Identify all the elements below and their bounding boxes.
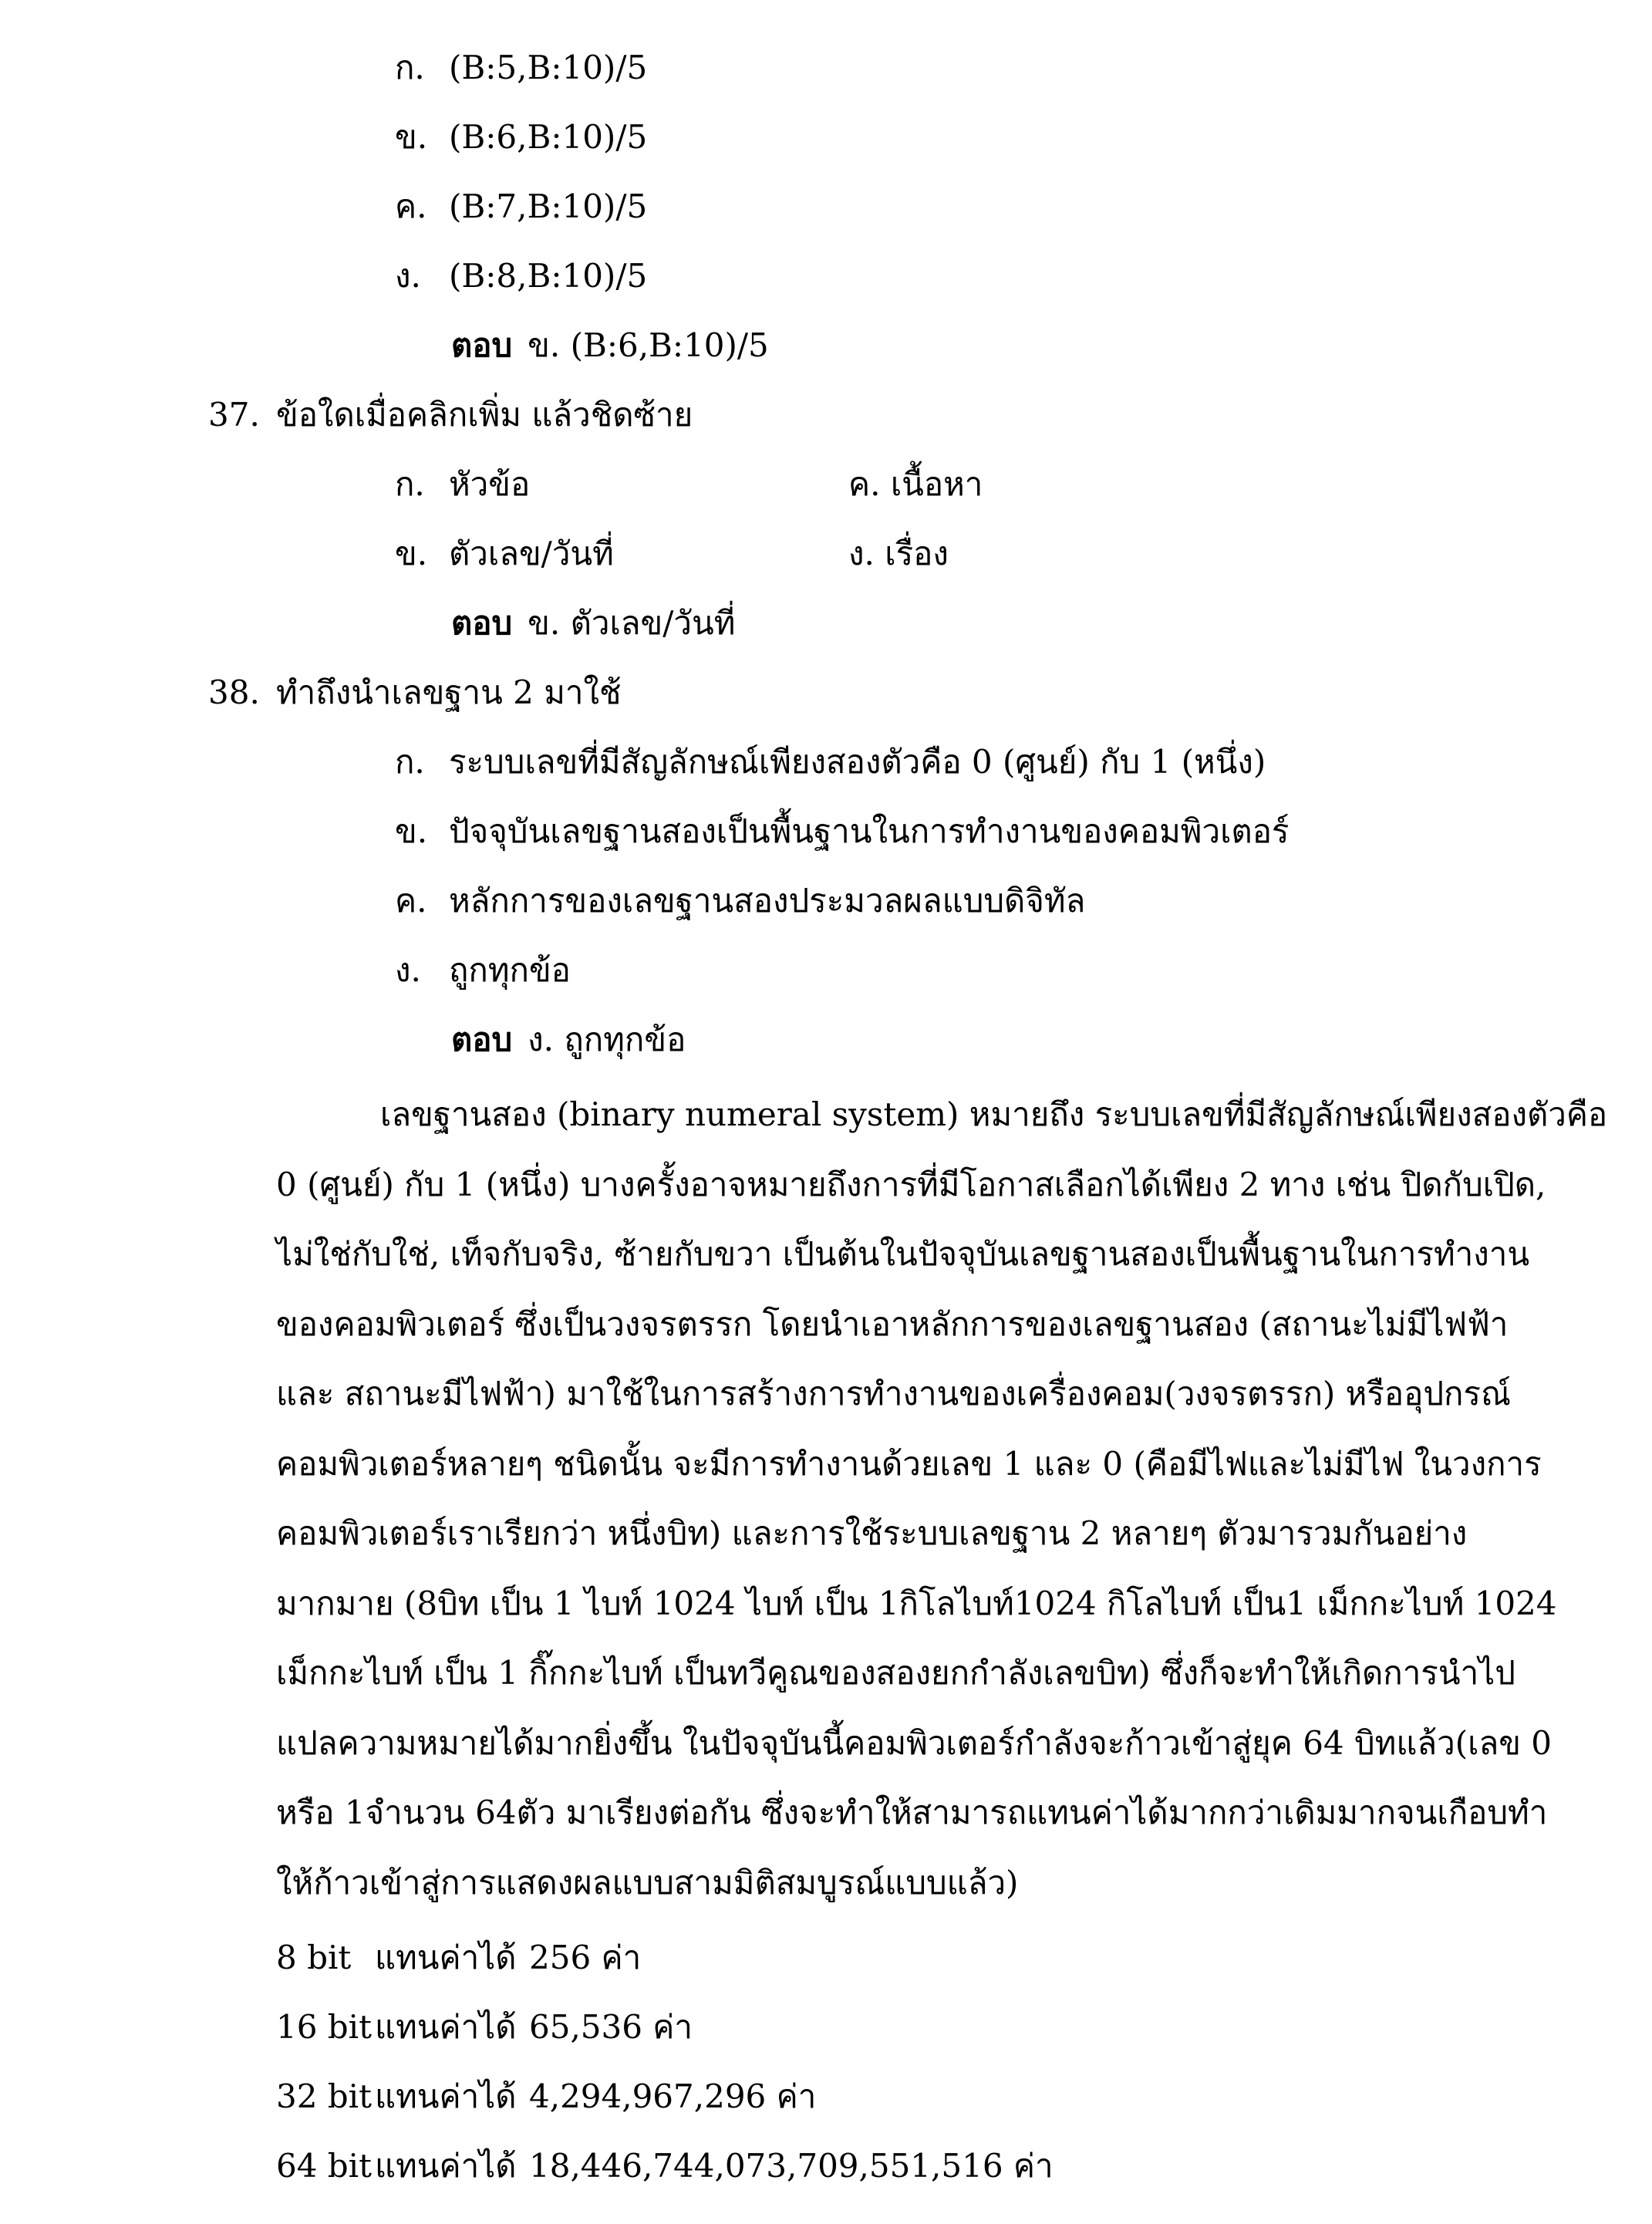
option-text: หัวข้อ bbox=[449, 465, 531, 503]
q38-question bbox=[208, 670, 621, 716]
option-mark: ค. bbox=[395, 882, 427, 920]
bit-row-64 bbox=[276, 2143, 1054, 2189]
option-mark: ข. bbox=[395, 812, 428, 850]
q37-question bbox=[208, 392, 693, 438]
bit-row-8 bbox=[276, 1935, 641, 1981]
bit-row-16 bbox=[276, 2004, 693, 2050]
paragraph-line: เลขฐานสอง (binary numeral system) หมายถึง ระบบเลขที่มีสัญลักษณ์เพียงสองตัวคือ bbox=[380, 1095, 1608, 1133]
bit-label: แทนค่าได้ bbox=[375, 2077, 517, 2115]
option-text: หลักการของเลขฐานสองประมวลผลแบบดิจิทัล bbox=[449, 882, 1086, 920]
paragraph-line: ให้ก้าวเข้าสู่การแสดงผลแบบสามมิติสมบูรณ์แบบแล้ว) bbox=[276, 1863, 1019, 1902]
bit-value: 256 ค่า bbox=[529, 1939, 642, 1976]
option-mark: ค. bbox=[395, 187, 427, 225]
answer-label: ตอบ bbox=[451, 604, 513, 642]
q36-option-d bbox=[395, 253, 647, 299]
q38-option-d bbox=[395, 947, 571, 994]
q38-option-b bbox=[395, 808, 1289, 855]
q38-option-c bbox=[395, 878, 1085, 924]
paragraph-line: และ สถานะมีไฟฟ้า) มาใช้ในการสร้างการทำงานของเครื่องคอม(วงจรตรรก) หรืออุปกรณ์ bbox=[276, 1375, 1511, 1412]
q37-option-a bbox=[395, 461, 530, 508]
bit-label: แทนค่าได้ bbox=[375, 2008, 517, 2046]
bit-value: 18,446,744,073,709,551,516 ค่า bbox=[529, 2147, 1054, 2185]
paragraph-line: เม็กกะไบท์ เป็น 1 กิ๊กกะไบท์ เป็นทวีคูณของสองยกกำลังเลขบิท) ซึ่งก็จะทำให้เกิดการนำไป bbox=[276, 1654, 1515, 1692]
option-mark: ก. bbox=[395, 743, 425, 781]
answer-text: ข. (B:6,B:10)/5 bbox=[528, 326, 769, 364]
paragraph-line: ไม่ใช่กับใช่, เท็จกับจริง, ซ้ายกับขวา เป็นต้นในปัจจุบันเลขฐานสองเป็นพื้นฐานในการทำงาน bbox=[276, 1235, 1530, 1273]
option-text: (B:5,B:10)/5 bbox=[449, 49, 648, 86]
option-mark: ค. bbox=[848, 465, 881, 503]
option-text: เนื้อหา bbox=[890, 465, 983, 503]
bit-label: แทนค่าได้ bbox=[375, 1939, 517, 1976]
bit-size: 8 bit bbox=[276, 1939, 352, 1976]
question-text: ข้อใดเมื่อคลิกเพิ่ม แล้วชิดซ้าย bbox=[276, 396, 693, 434]
option-mark: ก. bbox=[395, 49, 425, 86]
paragraph-line: 0 (ศูนย์) กับ 1 (หนึ่ง) บางครั้งอาจหมายถึงการที่มีโอกาสเลือกได้เพียง 2 ทาง เช่น ปิดกับเปิด, bbox=[276, 1165, 1546, 1203]
q36-answer bbox=[451, 322, 769, 369]
q36-option-c bbox=[395, 184, 647, 230]
q37-option-d bbox=[848, 531, 949, 577]
paragraph-line: คอมพิวเตอร์เราเรียกว่า หนึ่งบิท) และการใช้ระบบเลขฐาน 2 หลายๆ ตัวมารวมกันอย่าง bbox=[276, 1514, 1468, 1552]
option-mark: ข. bbox=[395, 535, 428, 572]
bit-size: 64 bit bbox=[276, 2147, 372, 2185]
question-text: ทำถึงนำเลขฐาน 2 มาใช้ bbox=[276, 673, 622, 711]
option-text: (B:7,B:10)/5 bbox=[449, 187, 648, 225]
bit-size: 32 bit bbox=[276, 2077, 372, 2115]
paragraph-line: แปลความหมายได้มากยิ่งขึ้น ในปัจจุบันนี้คอมพิวเตอร์กำลังจะก้าวเข้าสู่ยุค 64 บิทแล้ว(เลข 0 bbox=[276, 1723, 1552, 1762]
question-number: 37. bbox=[208, 396, 260, 434]
option-text: ปัจจุบันเลขฐานสองเป็นพื้นฐานในการทำงานของคอมพิวเตอร์ bbox=[449, 812, 1290, 850]
q36-option-a bbox=[395, 45, 647, 91]
option-mark: ข. bbox=[395, 118, 428, 156]
option-mark: ง. bbox=[395, 951, 421, 989]
bit-row-32 bbox=[276, 2074, 816, 2120]
answer-text: ง. ถูกทุกข้อ bbox=[528, 1021, 686, 1058]
option-text: เรื่อง bbox=[885, 535, 949, 572]
q38-option-a bbox=[395, 739, 1266, 785]
option-text: (B:8,B:10)/5 bbox=[449, 257, 648, 295]
q36-option-b bbox=[395, 114, 647, 160]
option-text: ตัวเลข/วันที่ bbox=[449, 535, 614, 572]
q37-answer bbox=[451, 600, 735, 646]
answer-label: ตอบ bbox=[451, 326, 513, 364]
explanation-paragraph bbox=[276, 1080, 1608, 1918]
paragraph-line: หรือ 1จำนวน 64ตัว มาเรียงต่อกัน ซึ่งจะทำให้สามารถแทนค่าได้มากกว่าเดิมมากจนเกือบทำ bbox=[276, 1794, 1548, 1831]
paragraph-line: มากมาย (8บิท เป็น 1 ไบท์ 1024 ไบท์ เป็น 1กิโลไบท์1024 กิโลไบท์ เป็น1 เม็กกะไบท์ 1024 bbox=[276, 1584, 1557, 1622]
q38-answer bbox=[451, 1017, 686, 1063]
option-text: ถูกทุกข้อ bbox=[449, 951, 571, 989]
bit-size: 16 bit bbox=[276, 2008, 372, 2046]
q37-option-c bbox=[848, 461, 983, 508]
paragraph-line: คอมพิวเตอร์หลายๆ ชนิดนั้น จะมีการทำงานด้วยเลข 1 และ 0 (คือมีไฟและไม่มีไฟ ในวงการ bbox=[276, 1444, 1542, 1483]
answer-label: ตอบ bbox=[451, 1021, 513, 1058]
option-text: (B:6,B:10)/5 bbox=[449, 118, 648, 156]
option-mark: ก. bbox=[395, 465, 425, 503]
question-number: 38. bbox=[208, 673, 260, 711]
bit-value: 65,536 ค่า bbox=[529, 2008, 693, 2046]
bit-label: แทนค่าได้ bbox=[375, 2147, 517, 2185]
bit-value: 4,294,967,296 ค่า bbox=[529, 2077, 817, 2115]
paragraph-line: ของคอมพิวเตอร์ ซึ่งเป็นวงจรตรรก โดยนำเอาหลักการของเลขฐานสอง (สถานะไม่มีไฟฟ้า bbox=[276, 1304, 1509, 1343]
option-mark: ง. bbox=[395, 257, 421, 295]
option-mark: ง. bbox=[848, 535, 875, 572]
q37-option-b bbox=[395, 531, 614, 577]
option-text: ระบบเลขที่มีสัญลักษณ์เพียงสองตัวคือ 0 (ศูนย์) กับ 1 (หนึ่ง) bbox=[449, 743, 1266, 781]
answer-text: ข. ตัวเลข/วันที่ bbox=[528, 604, 736, 642]
